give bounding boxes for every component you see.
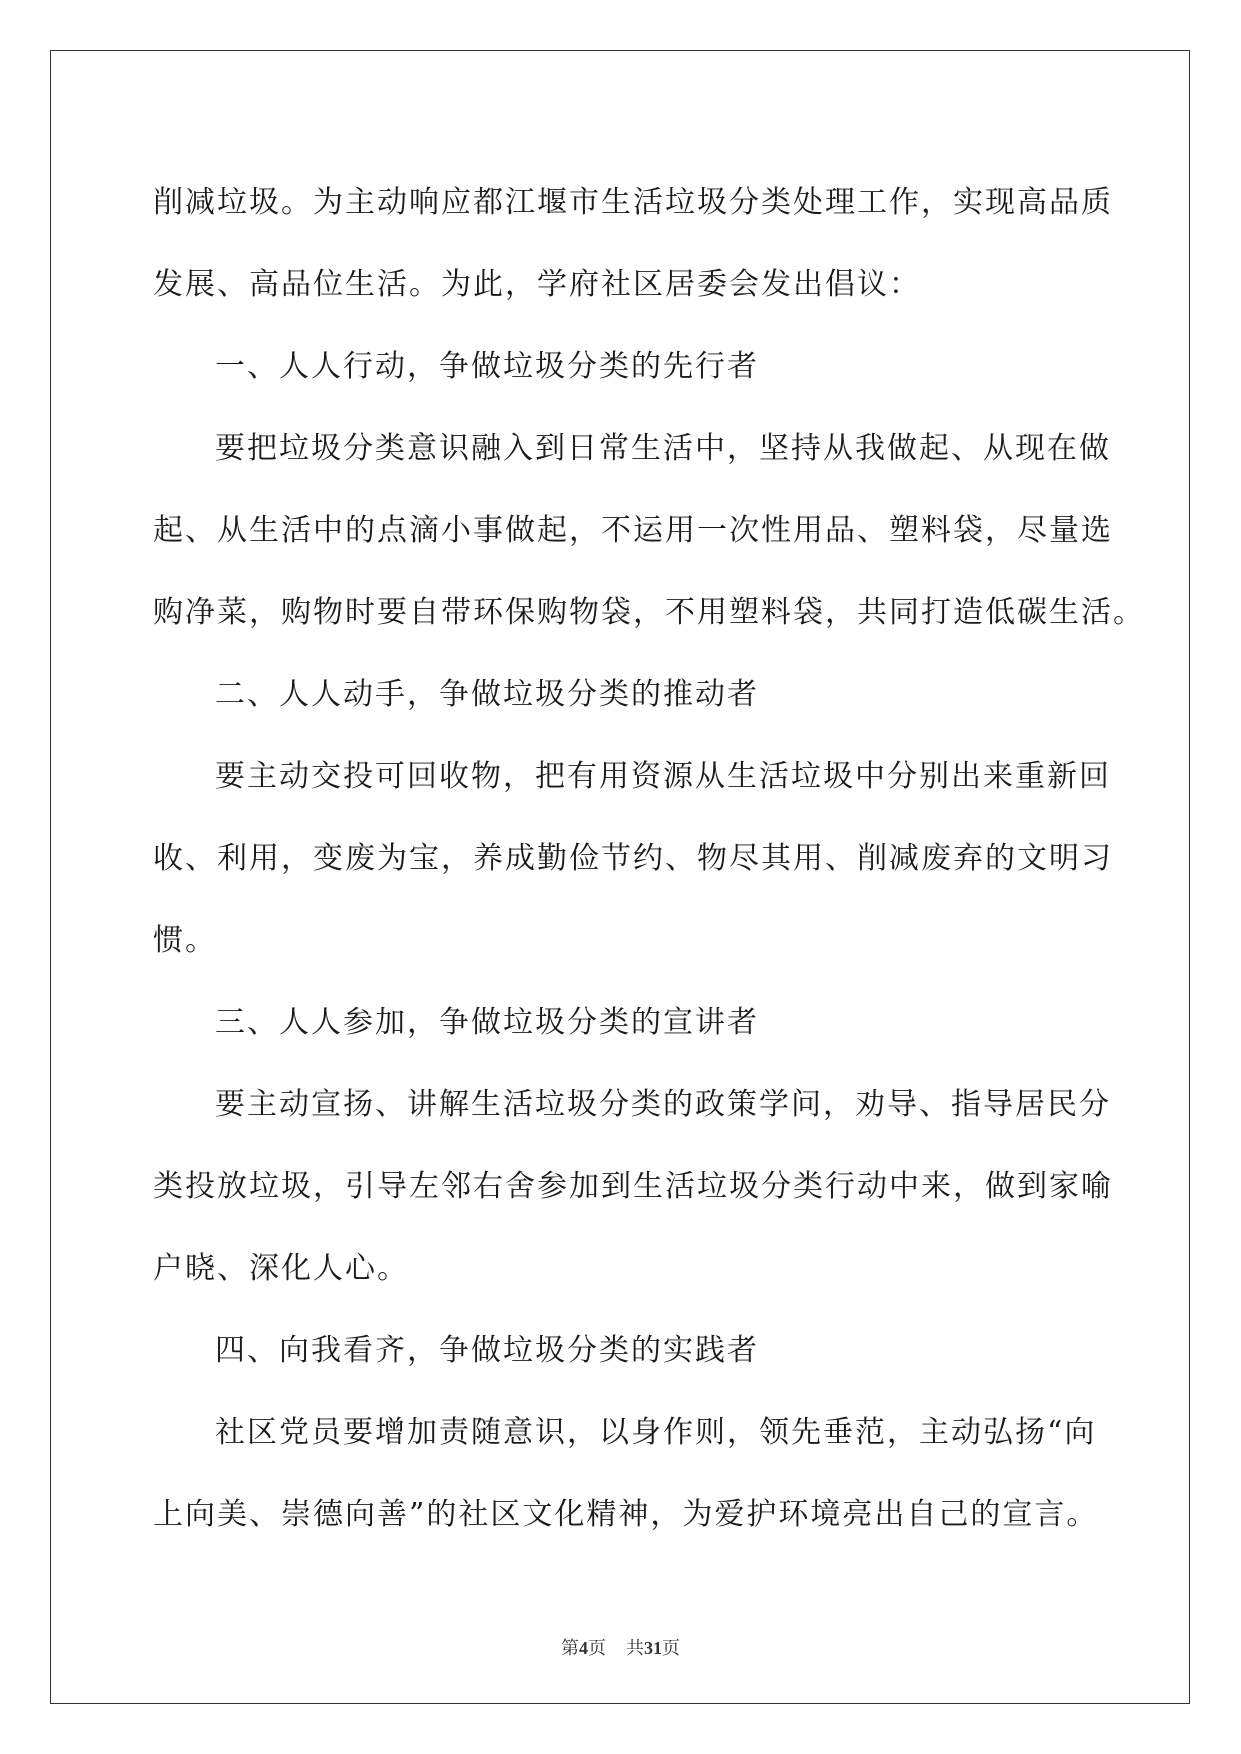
page-number: 4 — [579, 1638, 588, 1658]
page-footer — [0, 1634, 1241, 1660]
text-line: 要主动交投可回收物，把有用资源从生活垃圾中分别出来重新回 — [215, 759, 1111, 794]
section-heading-4: 四、向我看齐，争做垃圾分类的实践者 — [215, 1333, 759, 1368]
page-suffix: 页 — [588, 1638, 606, 1658]
total-suffix: 页 — [662, 1638, 680, 1658]
text-line: 要主动宣扬、讲解生活垃圾分类的政策学问，劝导、指导居民分 — [215, 1087, 1111, 1122]
text-line: 户晓、深化人心。 — [153, 1251, 409, 1286]
text-line: 惯。 — [153, 923, 217, 958]
section-heading-2: 二、人人动手，争做垃圾分类的推动者 — [215, 677, 759, 712]
text-line: 类投放垃圾，引导左邻右舍参加到生活垃圾分类行动中来，做到家喻 — [153, 1169, 1113, 1204]
text-line: 收、利用，变废为宝，养成勤俭节约、物尽其用、削减废弃的文明习 — [153, 841, 1113, 876]
text-line: 发展、高品位生活。为此，学府社区居委会发出倡议： — [153, 267, 921, 302]
page-prefix: 第 — [561, 1638, 579, 1658]
section-heading-3: 三、人人参加，争做垃圾分类的宣讲者 — [215, 1005, 759, 1040]
section-heading-1: 一、人人行动，争做垃圾分类的先行者 — [215, 349, 759, 384]
text-line: 削减垃圾。为主动响应都江堰市生活垃圾分类处理工作，实现高品质 — [153, 185, 1113, 220]
text-line: 购净菜，购物时要自带环保购物袋，不用塑料袋，共同打造低碳生活。 — [153, 595, 1145, 630]
total-prefix: 共 — [626, 1638, 644, 1658]
total-pages: 31 — [644, 1638, 662, 1658]
text-line: 起、从生活中的点滴小事做起，不运用一次性用品、塑料袋，尽量选 — [153, 513, 1113, 548]
document-body — [153, 162, 1145, 1556]
text-line: 要把垃圾分类意识融入到日常生活中，坚持从我做起、从现在做 — [215, 431, 1111, 466]
text-line: 上向美、崇德向善”的社区文化精神，为爱护环境亮出自己的宣言。 — [153, 1497, 1099, 1532]
text-line: 社区党员要增加责随意识，以身作则，领先垂范，主动弘扬“向 — [215, 1415, 1097, 1450]
